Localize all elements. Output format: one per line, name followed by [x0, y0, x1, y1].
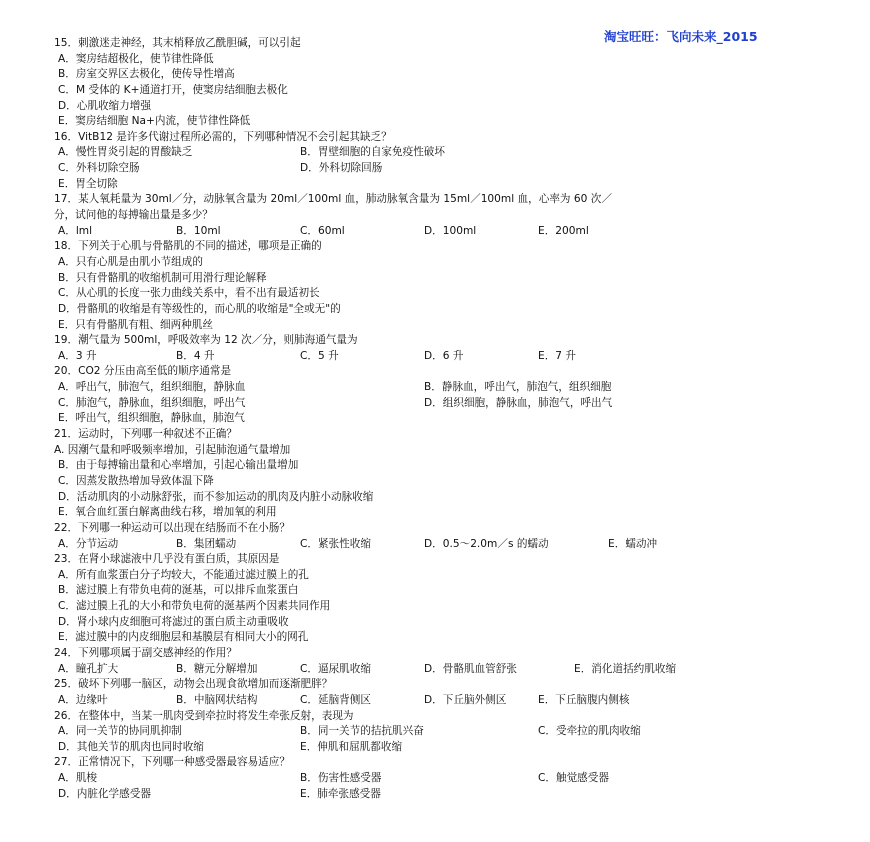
doc-line: [54, 52, 834, 68]
option-text: B．10ml: [176, 224, 221, 237]
option-text: D．活动肌肉的小动脉舒张，而不参加运动的肌肉及内脏小动脉收缩: [58, 490, 374, 503]
doc-line: [54, 521, 834, 537]
option-text: A. 因潮气量和呼吸频率增加，引起肺泡通气量增加: [54, 443, 291, 456]
option-text: D．组织细胞，静脉血，肺泡气，呼出气: [424, 396, 613, 409]
option-text: B．糖元分解增加: [176, 662, 258, 675]
doc-line: [54, 208, 834, 224]
option-text: D．外科切除回肠: [300, 162, 383, 175]
option-text: E．只有骨骼肌有粗、细两种肌丝: [58, 318, 214, 331]
option-text: A．边缘叶: [58, 693, 108, 706]
option-text: E．胃全切除: [58, 177, 118, 190]
option-text: D．内脏化学感受器: [58, 787, 151, 800]
doc-line: [54, 380, 834, 396]
option-text: D．6 升: [424, 349, 464, 362]
question-text: 19．潮气量为 500ml，呼吸效率为 12 次／分，则肺海通气量为: [54, 334, 358, 347]
question-text: 20．CO2 分压由高至低的顺序通常是: [54, 365, 232, 378]
doc-line: [54, 505, 834, 521]
exam-document: [54, 36, 834, 802]
option-text: D．骨骼肌的收缩是有等级性的，而心肌的收缩是"全或无"的: [58, 302, 341, 315]
option-text: C．延脑背侧区: [300, 693, 371, 706]
option-text: C．外科切除空肠: [58, 162, 140, 175]
doc-line: [54, 787, 834, 803]
doc-line: [54, 36, 834, 52]
option-text: E．窦房结细胞 Na+内流，使节律性降低: [58, 115, 251, 128]
question-text: 21．运动时，下列哪一种叙述不正确？: [54, 428, 237, 441]
option-text: C．M 受体的 K+通道打开，使窦房结细胞去极化: [58, 83, 288, 96]
option-text: C．逼尿肌收缩: [300, 662, 371, 675]
option-text: E．消化道括约肌收缩: [574, 662, 677, 675]
option-text: C．滤过膜上孔的大小和带负电荷的涎基两个因素共同作用: [58, 600, 331, 613]
option-text: B．只有骨骼肌的收缩机制可用滑行理论解释: [58, 271, 267, 284]
doc-line: [54, 130, 834, 146]
doc-line: [54, 427, 834, 443]
option-text: A．呼出气，肺泡气，组织细胞，静脉血: [58, 381, 246, 394]
option-text: A．所有血浆蛋白分子均较大，不能通过滤过膜上的孔: [58, 568, 309, 581]
doc-line: [54, 318, 834, 334]
doc-line: [54, 474, 834, 490]
doc-line: [54, 615, 834, 631]
option-text: C．肺泡气，静脉血，组织细胞，呼出气: [58, 396, 246, 409]
doc-line: [54, 255, 834, 271]
option-text: E．下丘脑腹内侧核: [538, 693, 630, 706]
option-text: E．肺牵张感受器: [300, 787, 381, 800]
doc-line: [54, 724, 834, 740]
option-text: B．房室交界区去极化，使传导性增高: [58, 68, 235, 81]
doc-line: [54, 99, 834, 115]
doc-line: [54, 114, 834, 130]
doc-line: [54, 677, 834, 693]
option-text: B．同一关节的拮抗肌兴奋: [300, 725, 424, 738]
doc-line: [54, 177, 834, 193]
doc-line: [54, 333, 834, 349]
doc-line: [54, 224, 834, 240]
option-text: C．因蒸发散热增加导致体温下降: [58, 474, 214, 487]
doc-line: [54, 771, 834, 787]
option-text: B．集团蠕动: [176, 537, 237, 550]
doc-line: [54, 740, 834, 756]
question-text: 24．下列哪项属于副交感神经的作用？: [54, 646, 237, 659]
doc-line: [54, 709, 834, 725]
option-text: B．胃壁细胞的自家免疫性破坏: [300, 146, 445, 159]
option-text: B．由于每搏输出量和心率增加，引起心输出量增加: [58, 459, 299, 472]
doc-line: [54, 271, 834, 287]
option-text: D．心肌收缩力增强: [58, 99, 151, 112]
doc-line: [54, 552, 834, 568]
option-text: A．肌梭: [58, 772, 98, 785]
doc-line: [54, 490, 834, 506]
doc-line: [54, 411, 834, 427]
option-text: C．紧张性收缩: [300, 537, 371, 550]
option-text: B．伤害性感受器: [300, 772, 382, 785]
question-text: 23．在肾小球滤液中几乎没有蛋白质，其原因是: [54, 553, 280, 566]
option-text: A．3 升: [58, 349, 97, 362]
question-text: 17．某人氧耗量为 30ml／分，动脉氧含量为 20ml／100ml 血，肺动脉氧含量为 15ml／100ml 血，心率为 60 次／: [54, 193, 612, 206]
doc-line: [54, 755, 834, 771]
question-text: 22．下列哪一种运动可以出现在结肠而不在小肠？: [54, 521, 290, 534]
doc-line: [54, 568, 834, 584]
option-text: C．触觉感受器: [538, 772, 609, 785]
option-text: C．从心肌的长度一张力曲线关系中，看不出有最适初长: [58, 287, 320, 300]
option-text: A．只有心肌是由肌小节组成的: [58, 255, 203, 268]
option-text: D．0.5～2.0m／s 的蠕动: [424, 537, 549, 550]
doc-line: [54, 693, 834, 709]
doc-line: [54, 599, 834, 615]
option-text: E．伸肌和屈肌都收缩: [300, 740, 403, 753]
option-text: C．5 升: [300, 349, 339, 362]
option-text: B．滤过膜上有带负电荷的涎基，可以排斥血浆蛋白: [58, 584, 299, 597]
doc-line: [54, 239, 834, 255]
option-text: D．骨骼肌血管舒张: [424, 662, 517, 675]
option-text: E．蠕动冲: [608, 537, 658, 550]
option-text: A．lml: [58, 224, 93, 237]
option-text: B．静脉血，呼出气，肺泡气，组织细胞: [424, 381, 612, 394]
question-text: 分，试问他的每搏输出量是多少？: [54, 209, 213, 222]
question-text: 25．破坏下列哪一脑区，动物会出现食欲增加而逐渐肥胖？: [54, 678, 333, 691]
option-text: B．中脑网状结构: [176, 693, 258, 706]
question-text: 16．VitB12 是许多代谢过程所必需的，下列哪种情况不会引起其缺乏？: [54, 130, 392, 143]
option-text: D．100ml: [424, 224, 477, 237]
doc-line: [54, 662, 834, 678]
option-text: B．4 升: [176, 349, 215, 362]
doc-line: [54, 537, 834, 553]
doc-line: [54, 646, 834, 662]
doc-line: [54, 443, 834, 459]
doc-line: [54, 364, 834, 380]
doc-line: [54, 67, 834, 83]
doc-line: [54, 83, 834, 99]
option-text: E．7 升: [538, 349, 576, 362]
question-text: 27．正常情况下，下列哪一种感受器最容易适应？: [54, 756, 290, 769]
question-text: 18．下列关于心肌与骨骼肌的不同的描述，哪项是正确的: [54, 240, 322, 253]
doc-line: [54, 192, 834, 208]
option-text: A．分节运动: [58, 537, 119, 550]
option-text: E．滤过膜中的内皮细胞层和基膜层有相同大小的网孔: [58, 631, 309, 644]
option-text: E．氧合血红蛋白解离曲线右移，增加氧的利用: [58, 506, 277, 519]
doc-line: [54, 349, 834, 365]
option-text: C．60ml: [300, 224, 345, 237]
doc-line: [54, 161, 834, 177]
doc-line: [54, 630, 834, 646]
option-text: D．其他关节的肌肉也同时收缩: [58, 740, 204, 753]
doc-line: [54, 145, 834, 161]
doc-line: [54, 583, 834, 599]
doc-line: [54, 396, 834, 412]
option-text: E．呼出气，组织细胞，静脉血，肺泡气: [58, 412, 245, 425]
doc-line: [54, 302, 834, 318]
option-text: A．慢性胃炎引起的胃酸缺乏: [58, 146, 193, 159]
option-text: E．200ml: [538, 224, 589, 237]
option-text: A．瞳孔扩大: [58, 662, 119, 675]
option-text: C．受牵拉的肌肉收缩: [538, 725, 641, 738]
option-text: D．肾小球内皮细胞可将滤过的蛋白质主动重吸收: [58, 615, 289, 628]
option-text: A．同一关节的协同肌抑制: [58, 725, 182, 738]
doc-line: [54, 286, 834, 302]
watermark-text: 淘宝旺旺：飞向未来_2015: [604, 29, 758, 44]
option-text: D．下丘脑外侧区: [424, 693, 507, 706]
question-text: 15．刺激迷走神经，其末梢释放乙酰胆碱，可以引起: [54, 37, 301, 49]
question-text: 26．在整体中，当某一肌肉受到牵拉时将发生牵张反射，表现为: [54, 709, 354, 722]
doc-line: [54, 458, 834, 474]
option-text: A．窦房结超极化，使节律性降低: [58, 52, 214, 65]
